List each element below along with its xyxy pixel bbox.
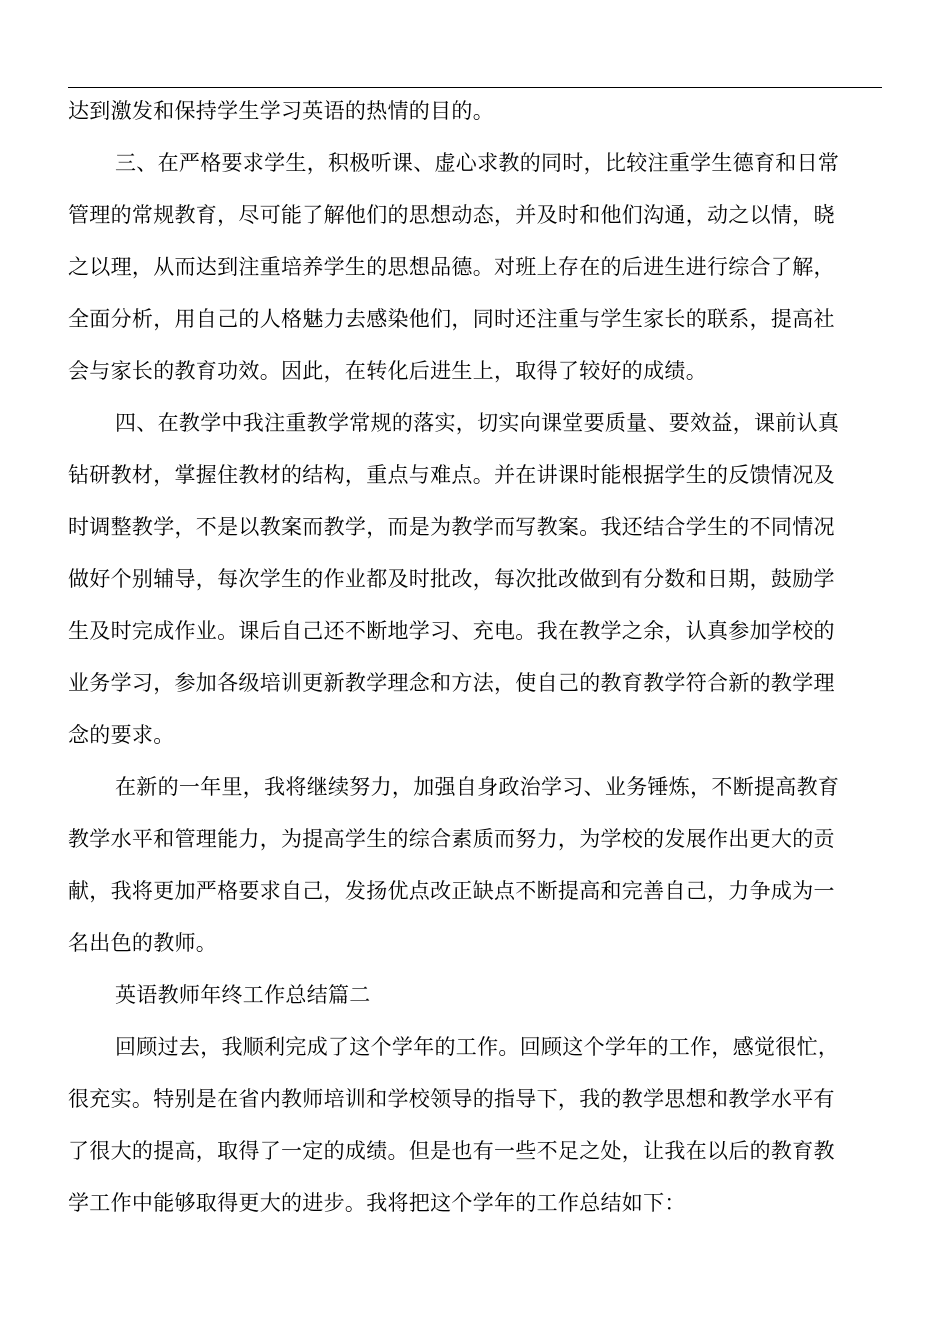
- text-line: 业务学习，参加各级培训更新教学理念和方法，使自己的教育教学符合新的教学理: [68, 671, 835, 695]
- text-line: 三、在严格要求学生，积极听课、虚心求教的同时，比较注重学生德育和日常: [115, 151, 840, 175]
- text-line: 做好个别辅导，每次学生的作业都及时批改，每次批改做到有分数和日期，鼓励学: [68, 567, 835, 591]
- text-line: 管理的常规教育，尽可能了解他们的思想动态，并及时和他们沟通，动之以情，晓: [68, 203, 835, 227]
- section-heading: 英语教师年终工作总结篇二: [115, 983, 371, 1007]
- text-line: 献，我将更加严格要求自己，发扬优点改正缺点不断提高和完善自己，力争成为一: [68, 879, 835, 903]
- text-line: 学工作中能够取得更大的进步。我将把这个学年的工作总结如下：: [68, 1191, 686, 1215]
- text-line: 会与家长的教育功效。因此，在转化后进生上，取得了较好的成绩。: [68, 359, 707, 383]
- text-line: 很充实。特别是在省内教师培训和学校领导的指导下，我的教学思想和教学水平有: [68, 1087, 835, 1111]
- text-line: 在新的一年里，我将继续努力，加强自身政治学习、业务锤炼，不断提高教育: [115, 775, 840, 799]
- text-line: 达到激发和保持学生学习英语的热情的目的。: [68, 99, 494, 123]
- text-line: 教学水平和管理能力，为提高学生的综合素质而努力，为学校的发展作出更大的贡: [68, 827, 835, 851]
- header-rule: [68, 87, 882, 88]
- document-body: [68, 91, 882, 1223]
- text-line: 念的要求。: [68, 723, 175, 747]
- text-line: 了很大的提高，取得了一定的成绩。但是也有一些不足之处，让我在以后的教育教: [68, 1139, 835, 1163]
- text-line: 全面分析，用自己的人格魅力去感染他们，同时还注重与学生家长的联系，提高社: [68, 307, 835, 331]
- text-line: 时调整教学，不是以教案而教学，而是为教学而写教案。我还结合学生的不同情况: [68, 515, 835, 539]
- text-line: 回顾过去，我顺利完成了这个学年的工作。回顾这个学年的工作，感觉很忙，: [115, 1035, 840, 1059]
- text-line: 之以理，从而达到注重培养学生的思想品德。对班上存在的后进生进行综合了解，: [68, 255, 835, 279]
- text-line: 四、在教学中我注重教学常规的落实，切实向课堂要质量、要效益，课前认真: [115, 411, 840, 435]
- text-line: 名出色的教师。: [68, 931, 218, 955]
- text-line: 生及时完成作业。课后自己还不断地学习、充电。我在教学之余，认真参加学校的: [68, 619, 835, 643]
- text-line: 钻研教材，掌握住教材的结构，重点与难点。并在讲课时能根据学生的反馈情况及: [68, 463, 835, 487]
